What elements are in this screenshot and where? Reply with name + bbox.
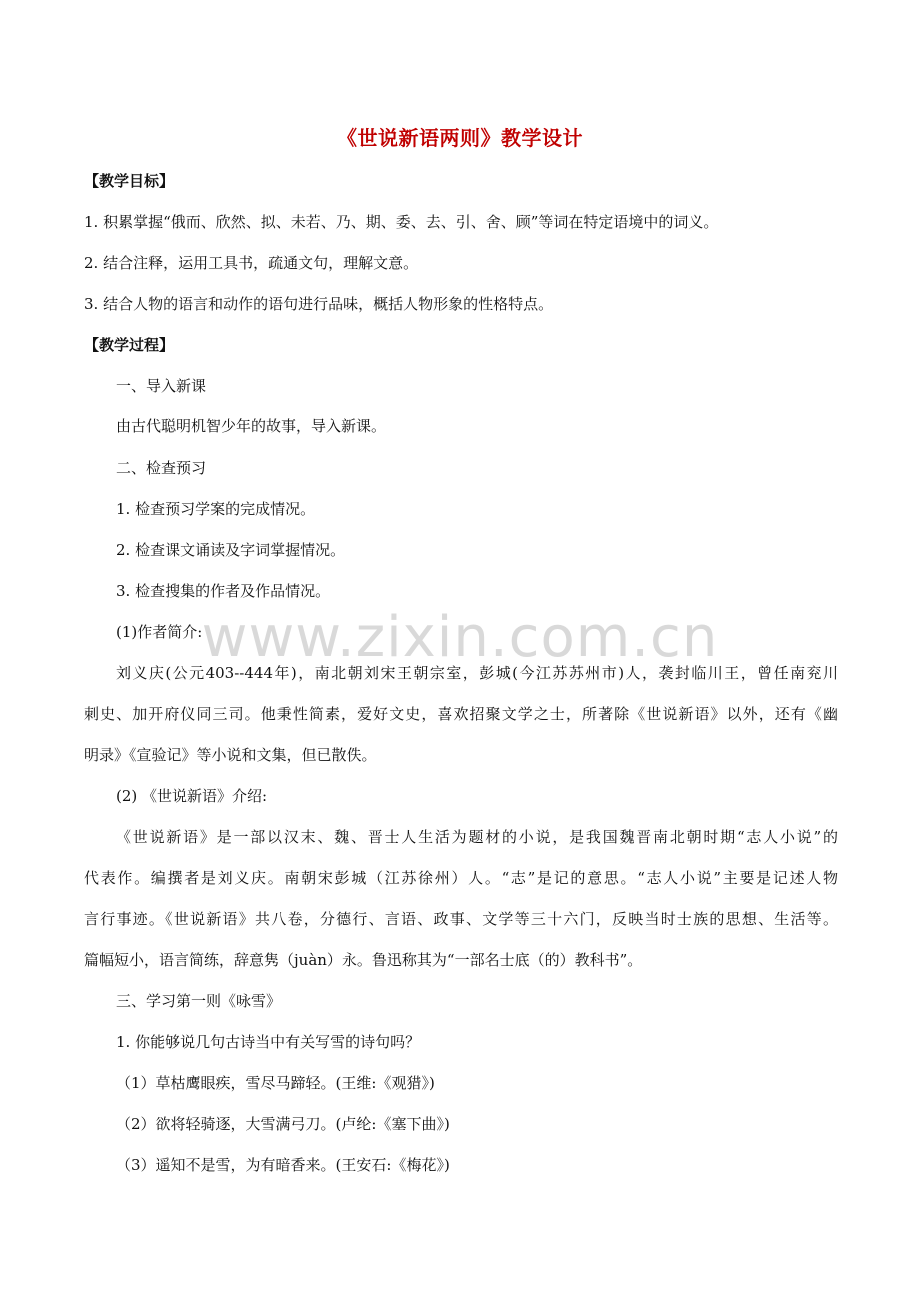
book-line-3: 言行事迹。《世说新语》共八卷，分德行、言语、政事、文学等三十六门，反映当时士族的思想、生活等。 (84, 910, 838, 928)
check-title: 二、检查预习 (116, 459, 207, 477)
author-line-3: 明录》《宣验记》等小说和文集，但已散佚。 (84, 746, 377, 764)
check-item-3: 3. 检查搜集的作者及作品情况。 (116, 582, 331, 600)
author-line-2: 刺史、加开府仪同三司。他秉性简素，爱好文史，喜欢招聚文学之士，所著除《世说新语》以外，还有《幽 (84, 705, 838, 723)
document-title: 《世说新语两则》教学设计 (337, 126, 583, 150)
author-label: (1)作者简介: (116, 623, 203, 641)
poem-2: （2）欲将轻骑逐，大雪满弓刀。(卢纶:《塞下曲》) (116, 1115, 450, 1133)
intro-text: 由古代聪明机智少年的故事，导入新课。 (116, 417, 387, 435)
goal-item-3: 3. 结合人物的语言和动作的语句进行品味，概括人物形象的性格特点。 (84, 295, 554, 313)
study-question: 1. 你能够说几句古诗当中有关写雪的诗句吗？ (116, 1033, 421, 1051)
author-line-1: 刘义庆(公元403--444年)，南北朝刘宋王朝宗室，彭城(今江苏苏州市)人，袭封临川王，曾任南兖川 (116, 664, 838, 682)
intro-title: 一、导入新课 (116, 377, 207, 395)
goal-item-2: 2. 结合注释，运用工具书，疏通文句，理解文意。 (84, 254, 419, 272)
poem-3: （3）遥知不是雪，为有暗香来。(王安石:《梅花》) (116, 1156, 450, 1174)
book-line-4: 篇幅短小，语言简练，辞意隽（juàn）永。鲁迅称其为“一部名士底（的）教科书”。 (84, 951, 643, 969)
check-item-2: 2. 检查课文诵读及字词掌握情况。 (116, 541, 346, 559)
study-title: 三、学习第一则《咏雪》 (116, 992, 282, 1010)
check-item-1: 1. 检查预习学案的完成情况。 (116, 500, 316, 518)
poem-1: （1）草枯鹰眼疾，雪尽马蹄轻。(王维:《观猎》) (116, 1074, 435, 1092)
goals-heading: 【教学目标】 (84, 172, 175, 190)
book-line-1: 《世说新语》是一部以汉末、魏、晋士人生活为题材的小说，是我国魏晋南北朝时期“志人小说”的 (116, 828, 838, 846)
watermark: www.zixin.com.cn (201, 605, 719, 670)
process-heading: 【教学过程】 (84, 336, 175, 354)
goal-item-1: 1. 积累掌握“俄而、欣然、拟、未若、乃、期、委、去、引、舍、顾”等词在特定语境中的词义。 (84, 213, 719, 231)
book-line-2: 代表作。编撰者是刘义庆。南朝宋彭城（江苏徐州）人。“志”是记的意思。“志人小说”主要是记述人物 (84, 869, 838, 887)
book-label: (2) 《世说新语》介绍: (116, 787, 268, 805)
